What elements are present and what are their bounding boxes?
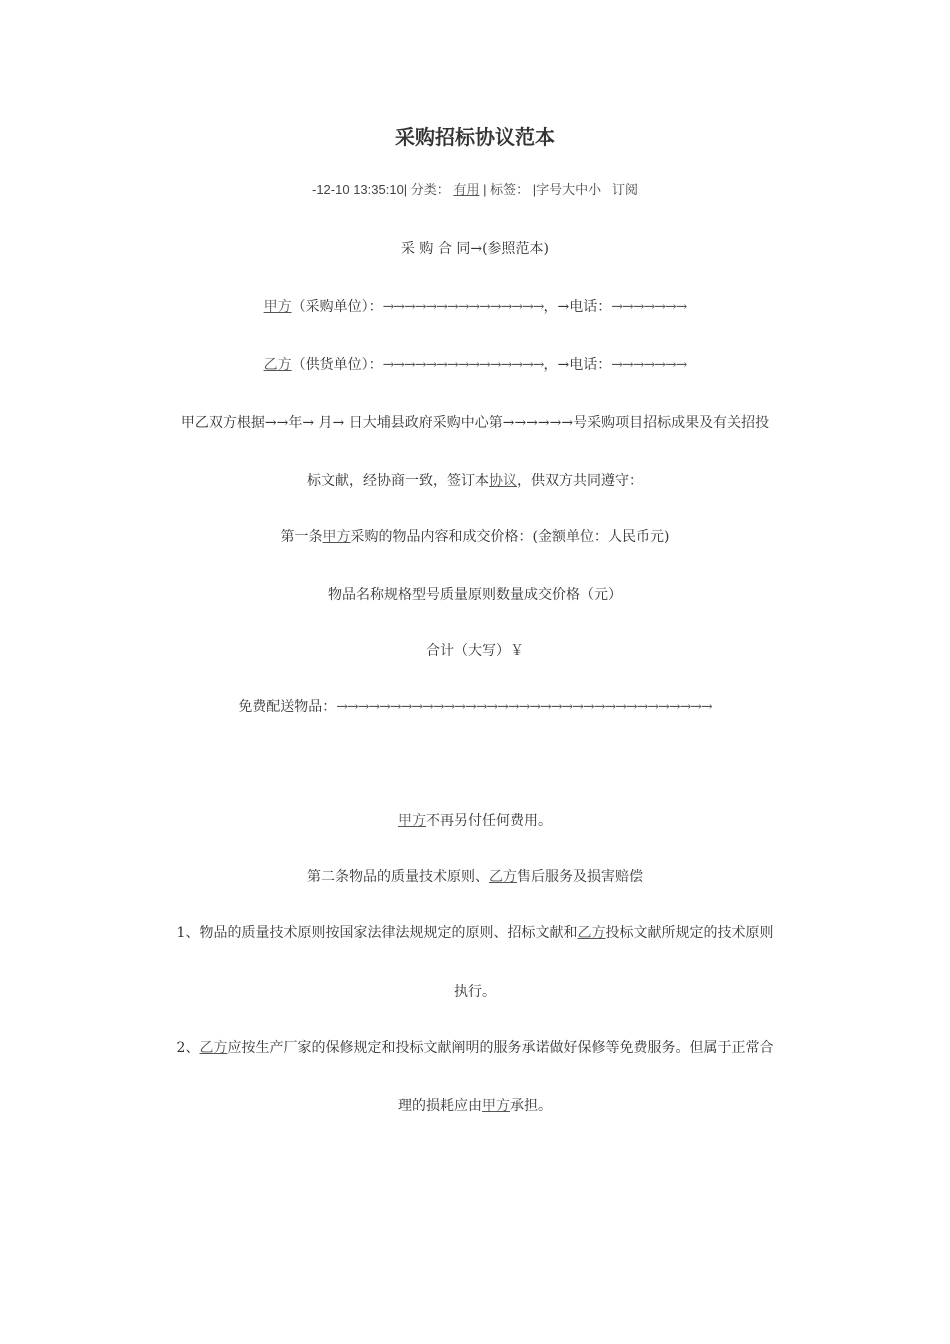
font-size-switcher[interactable]: |字号大中小 [532,182,602,197]
clause-1-party-b-link[interactable]: 乙方 [577,925,606,941]
clause-2-text: 应按生产厂家的保修规定和投标文献阐明的服务承诺做好保修等免费服务。但属于正常合 [227,1040,774,1056]
party-a-line [0,297,950,317]
agreement-link[interactable]: 协议 [489,473,517,489]
basis-line-1: 甲乙双方根据→→年→ 月→ 日大埔县政府采购中心第→→→→→→号采购项目招标成果及有关招投 [180,415,770,431]
party-a-phone-blank: →→→→→→→ [611,299,687,315]
contract-subtitle: 采 购 合 同→(参照范本) [400,241,549,257]
party-a-phone-label: ，→电话： [543,299,612,315]
category-label: 分类： [410,182,450,197]
post-timestamp: -12-10 13:35:10| [312,182,408,197]
free-delivery-label: 免费配送物品： [238,699,337,715]
total-amount: 合计（大写）￥ [426,643,524,659]
no-extra-fee-line [0,811,950,831]
meta-separator: | [483,182,487,197]
category-link[interactable]: 有用 [453,182,480,197]
clause-2-number: 2、 [176,1040,200,1056]
article-1-party-a-link[interactable]: 甲方 [322,529,351,545]
clause-2-party-b-link[interactable]: 乙方 [199,1040,228,1056]
tags-label: 标签： [490,182,530,197]
article-1-text: 采购的物品内容和成交价格：(金额单位：人民币元) [350,529,670,545]
free-delivery-line [0,697,950,717]
party-b-blank: →→→→→→→→→→→→→→→ [382,357,544,373]
clause-2-text-2: 理的损耗应由 [398,1098,482,1114]
party-b-label: （供货单位）： [291,357,383,373]
party-a-link[interactable]: 甲方 [263,299,292,315]
clause-2-line-2 [0,1096,950,1116]
article-2-party-b-link[interactable]: 乙方 [489,869,517,885]
free-delivery-blank: →→→→→→→→→→→→→→→→→→→→→→→→→→→→→→→→→→→ [336,699,712,715]
party-a-blank: →→→→→→→→→→→→→→→ [382,299,544,315]
basis-text-end: ，供双方共同遵守： [517,473,643,489]
party-b-phone-blank: →→→→→→→ [611,357,687,373]
clause-2-party-a-link[interactable]: 甲方 [482,1098,510,1114]
clause-1-text-end: 投标文献所规定的技术原则 [605,925,774,941]
party-a-label: （采购单位）： [291,299,383,315]
article-2-prefix: 第二条物品的质量技术原则、 [307,869,489,885]
basis-line-2 [0,471,950,491]
party-b-link[interactable]: 乙方 [263,357,292,373]
article-2-text: 售后服务及损害赔偿 [517,869,643,885]
article-1-prefix: 第一条 [280,529,323,545]
clause-2-line-1 [0,1038,950,1058]
items-table-header: 物品名称规格型号质量原则数量成交价格（元） [328,587,622,603]
party-b-phone-label: ，→电话： [543,357,612,373]
page-title: 采购招标协议范本 [395,125,555,149]
party-b-line [0,355,950,375]
clause-1-line-1 [0,923,950,943]
clause-1-text: 1、物品的质量技术原则按国家法律法规规定的原则、招标文献和 [176,925,578,941]
subscribe-link[interactable]: 订阅 [611,182,638,197]
post-meta [0,180,950,200]
article-1-heading [0,527,950,547]
no-extra-fee-party-a-link[interactable]: 甲方 [398,813,426,829]
clause-1-line-2: 执行。 [454,984,496,1000]
no-extra-fee-text: 不再另付任何费用。 [426,813,552,829]
basis-text: 标文献，经协商一致，签订本 [307,473,489,489]
article-2-heading [0,867,950,887]
clause-2-text-end: 承担。 [510,1098,552,1114]
